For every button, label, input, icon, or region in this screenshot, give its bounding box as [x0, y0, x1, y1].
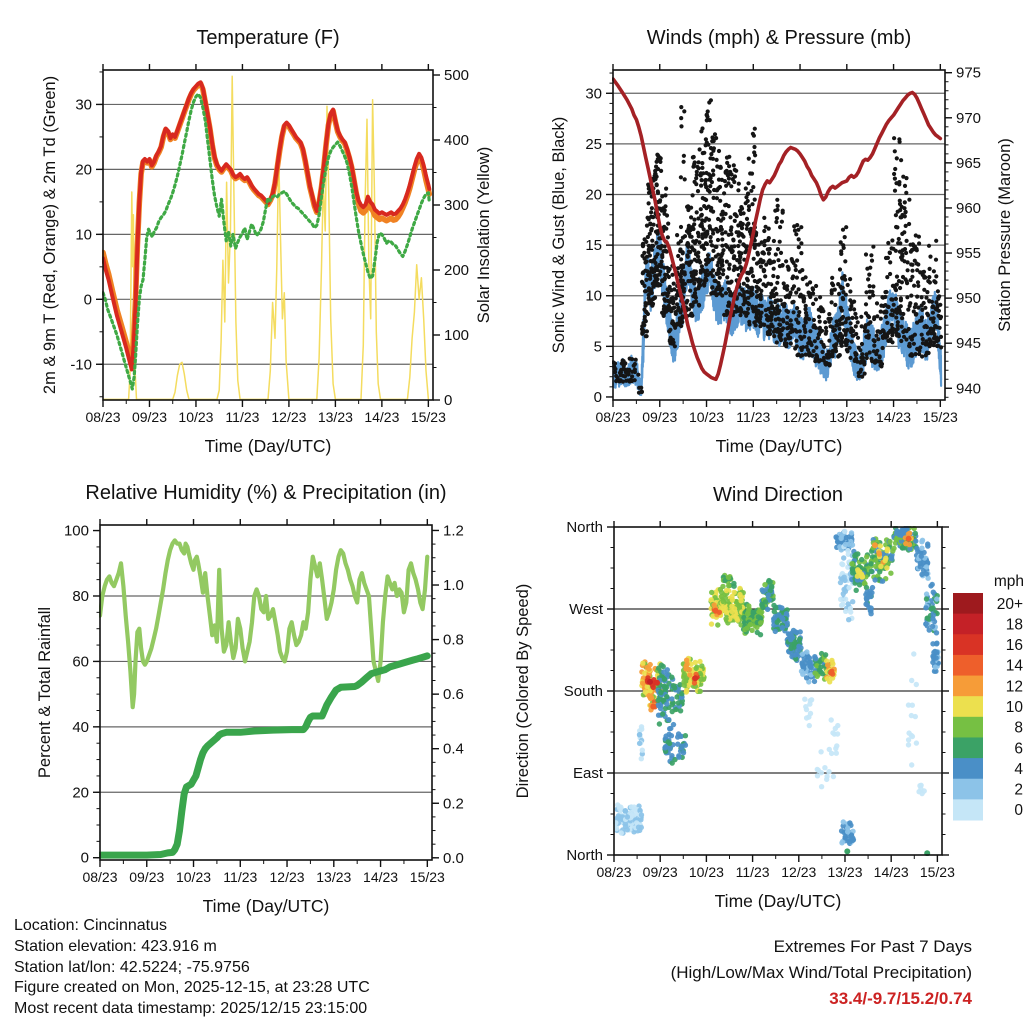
y-axis-title-right: Station Pressure (Maroon) [996, 138, 1014, 332]
colorbar-title: mph [993, 573, 1024, 590]
x-tick-label: 11/23 [735, 864, 770, 880]
x-tick-label: 15/23 [922, 409, 958, 425]
colorbar-label: 2 [1014, 781, 1023, 799]
y-tick-label: 80 [72, 587, 89, 605]
x-tick-label: 14/23 [363, 869, 399, 885]
x-tick-label: 15/23 [409, 869, 445, 885]
x-tick-label: 08/23 [595, 409, 631, 425]
colorbar-bin [953, 717, 983, 738]
y-tick-label: 0.6 [443, 686, 464, 704]
temperature-panel-series [103, 76, 429, 399]
y-tick-label: 10 [585, 287, 602, 305]
y-tick-label: 1.0 [443, 577, 464, 595]
y-tick-label: 25 [585, 135, 602, 153]
panel-title: Wind Direction [712, 484, 844, 506]
extremes-values: 33.4/-9.7/15.2/0.74 [829, 989, 972, 1008]
humidity-precip-panel [36, 482, 464, 916]
y-tick-label: 0 [593, 388, 602, 406]
series-cumulative-precipitation [100, 656, 427, 855]
x-axis [596, 521, 955, 911]
colorbar-label: 0 [1014, 802, 1023, 820]
winds-pressure-panel-series [611, 79, 943, 395]
y-tick-label: North [566, 847, 603, 864]
x-tick-label: 09/23 [642, 864, 678, 880]
y-tick-label: 15 [585, 237, 602, 255]
y-tick-label: 975 [956, 64, 982, 82]
colorbar-label: 18 [1005, 616, 1023, 634]
x-axis-title: Time (Day/UTC) [714, 891, 842, 911]
series-9m-temp [103, 84, 429, 364]
x-tick-label: 12/23 [781, 864, 817, 880]
x-tick-label: 11/23 [736, 409, 771, 425]
y-tick-label: East [572, 765, 603, 782]
colorbar-label: 10 [1005, 699, 1023, 716]
footer-elevation: Station elevation: 423.916 m [14, 937, 217, 955]
x-tick-label: 09/23 [642, 409, 678, 425]
y-tick-label: 400 [444, 132, 470, 150]
y-tick-label: North [566, 519, 603, 536]
y-tick-label: 0.4 [443, 740, 464, 758]
y-axis-left [36, 523, 100, 867]
y-tick-label: 970 [956, 109, 982, 127]
y-tick-label: 0 [80, 849, 89, 867]
y-tick-label: 10 [75, 226, 92, 244]
y-tick-label: 20 [72, 784, 89, 802]
panel-title: Winds (mph) & Pressure (mb) [646, 27, 912, 49]
x-tick-label: 13/23 [827, 864, 863, 880]
colorbar-bin [953, 779, 983, 800]
colorbar-label: 6 [1014, 740, 1023, 758]
y-tick-label: 0.8 [443, 631, 464, 649]
x-tick-label: 14/23 [364, 409, 400, 425]
colorbar-bin [953, 676, 983, 697]
x-axis-title: Time (Day/UTC) [204, 436, 332, 456]
x-tick-label: 12/23 [782, 409, 818, 425]
x-tick-label: 13/23 [829, 409, 865, 425]
y-tick-label: 300 [444, 197, 470, 215]
x-tick-label: 10/23 [688, 409, 725, 425]
y-tick-label: 100 [444, 327, 470, 345]
x-tick-label: 12/23 [269, 869, 305, 885]
x-tick-label: 09/23 [131, 409, 168, 425]
x-tick-label: 10/23 [175, 869, 212, 885]
panel-title: Relative Humidity (%) & Precipitation (in) [85, 482, 447, 504]
humidity-precip-panel-series [100, 540, 427, 855]
extremes-subtitle: (High/Low/Max Wind/Total Precipitation) [670, 963, 972, 982]
y-tick-label: -10 [70, 356, 92, 374]
colorbar-bin [953, 799, 983, 820]
x-tick-label: 11/23 [225, 409, 260, 425]
plot-frame [100, 525, 432, 860]
colorbar-bin [953, 655, 983, 676]
y-tick-label: 20 [75, 161, 92, 179]
station-footer [14, 916, 370, 1020]
x-axis-title: Time (Day/UTC) [202, 896, 330, 916]
colorbar-label: 14 [1005, 657, 1023, 675]
colorbar-bin [953, 614, 983, 635]
y-tick-label: 940 [956, 380, 982, 398]
y-axis-left [550, 73, 613, 406]
y-tick-label: 0.0 [443, 849, 464, 867]
colorbar-bin [953, 737, 983, 758]
y-tick-label: 20 [585, 186, 602, 204]
y-tick-label: 30 [75, 96, 92, 114]
y-axis-right [432, 522, 464, 866]
y-tick-label: 40 [72, 718, 89, 736]
y-tick-label: 500 [444, 67, 470, 85]
series-relative-humidity [100, 540, 427, 707]
y-tick-label: West [569, 601, 603, 618]
y-axis-title-left: Direction (Colored By Speed) [514, 583, 532, 799]
y-axis-right [433, 67, 493, 409]
temperature-panel [41, 27, 493, 456]
series-2m-dewpoint [103, 94, 429, 389]
y-tick-label: 960 [956, 199, 982, 217]
winds-pressure-panel [550, 27, 1014, 456]
y-tick-label: 965 [956, 154, 982, 172]
x-tick-label: 14/23 [876, 409, 912, 425]
colorbar-label: 4 [1014, 760, 1023, 778]
y-tick-label: 950 [956, 290, 982, 308]
x-tick-label: 08/23 [596, 864, 632, 880]
colorbar-label: 8 [1014, 719, 1023, 737]
x-tick-label: 09/23 [129, 869, 165, 885]
y-tick-label: 1.2 [443, 522, 464, 540]
y-tick-label: 200 [444, 262, 470, 280]
y-tick-label: South [563, 683, 603, 700]
footer-created: Figure created on Mon, 2025-12-15, at 23:28 UTC [14, 979, 370, 997]
x-tick-label: 10/23 [688, 864, 724, 880]
y-axis-title-right: Solar Insolation (Yellow) [475, 146, 493, 324]
x-tick-label: 15/23 [919, 864, 955, 880]
x-tick-label: 11/23 [223, 869, 258, 885]
y-axis-title-left: 2m & 9m T (Red, Orange) & 2m Td (Green) [41, 75, 59, 395]
speed-colorbar [953, 573, 1024, 821]
x-tick-label: 13/23 [316, 869, 352, 885]
y-axis-right [945, 65, 1014, 398]
y-tick-label: 945 [956, 335, 982, 353]
series-2m-temp [103, 82, 429, 369]
x-tick-label: 08/23 [85, 409, 121, 425]
colorbar-bin [953, 696, 983, 717]
x-axis-title: Time (Day/UTC) [715, 436, 843, 456]
colorbar-label: 20+ [996, 595, 1023, 613]
footer-location: Location: Cincinnatus [14, 917, 167, 934]
y-tick-label: 0.2 [443, 795, 464, 813]
x-tick-label: 08/23 [82, 869, 118, 885]
y-axis-title-left: Sonic Wind & Gust (Blue, Black) [550, 116, 568, 354]
colorbar-bin [953, 593, 983, 614]
y-tick-label: 0 [444, 392, 453, 409]
footer-latlon: Station lat/lon: 42.5224; -75.9756 [14, 958, 250, 976]
extremes-block [671, 934, 972, 1012]
x-tick-label: 15/23 [410, 409, 446, 425]
x-tick-label: 12/23 [271, 409, 307, 425]
panel-title: Temperature (F) [196, 27, 340, 49]
y-tick-label: 30 [585, 85, 602, 103]
colorbar-bin [953, 634, 983, 655]
footer-timestamp: Most recent data timestamp: 2025/12/15 23:15:00 [14, 1000, 368, 1018]
y-tick-label: 0 [83, 291, 92, 309]
y-axis-title-left: Percent & Total Rainfall [36, 606, 54, 779]
colorbar-label: 12 [1005, 678, 1023, 696]
x-tick-label: 10/23 [178, 409, 214, 425]
colorbar-label: 16 [1005, 637, 1023, 655]
y-axis-left [41, 72, 103, 397]
y-tick-label: 100 [63, 522, 89, 540]
wind-direction-panel [514, 484, 1024, 911]
extremes-title: Extremes For Past 7 Days [773, 937, 972, 956]
x-tick-label: 14/23 [873, 864, 909, 880]
y-tick-label: 955 [956, 245, 982, 263]
colorbar-bin [953, 758, 983, 779]
y-tick-label: 5 [593, 338, 602, 356]
x-tick-label: 13/23 [317, 409, 353, 425]
y-tick-label: 60 [72, 653, 89, 671]
